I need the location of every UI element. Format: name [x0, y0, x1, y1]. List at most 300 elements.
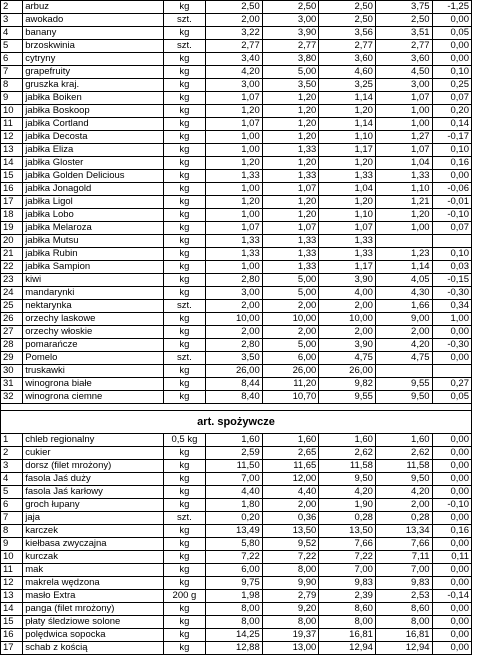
table-row: [1, 300, 472, 313]
row-number: 9: [1, 92, 23, 105]
price-avg: 1,33: [319, 248, 376, 261]
price-change: 0,25: [432, 79, 471, 92]
unit: kg: [163, 235, 205, 248]
price-prev: 1,00: [375, 105, 432, 118]
product-name: płaty śledziowe solone: [23, 616, 163, 629]
price-max: 12,00: [262, 473, 319, 486]
table-row: [1, 261, 472, 274]
unit: kg: [163, 339, 205, 352]
price-prev: 7,11: [375, 551, 432, 564]
price-change: 0,00: [432, 40, 471, 53]
product-name: chleb regionalny: [23, 434, 163, 447]
product-name: jabłka Boiken: [23, 92, 163, 105]
table-row: [1, 564, 472, 577]
price-change: 0,00: [432, 642, 471, 655]
product-name: panga (filet mrożony): [23, 603, 163, 616]
price-change: -0,15: [432, 274, 471, 287]
table-row: [1, 118, 472, 131]
price-max: 1,20: [262, 131, 319, 144]
row-number: 26: [1, 313, 23, 326]
price-min: 4,20: [206, 66, 263, 79]
price-max: 11,20: [262, 378, 319, 391]
unit: kg: [163, 603, 205, 616]
product-name: fasola Jaś duży: [23, 473, 163, 486]
price-change: 0,00: [432, 564, 471, 577]
price-change: -0,14: [432, 590, 471, 603]
table-row: [1, 352, 472, 365]
unit: kg: [163, 222, 205, 235]
price-avg: 2,00: [319, 326, 376, 339]
product-name: jabłka Decosta: [23, 131, 163, 144]
price-change: -0,01: [432, 196, 471, 209]
price-avg: 3,25: [319, 79, 376, 92]
price-prev: 3,75: [375, 1, 432, 14]
price-min: 12,88: [206, 642, 263, 655]
row-number: 12: [1, 577, 23, 590]
price-avg: 1,10: [319, 209, 376, 222]
price-max: 9,20: [262, 603, 319, 616]
table-row: [1, 40, 472, 53]
price-max: 7,22: [262, 551, 319, 564]
product-name: jabłka Rubin: [23, 248, 163, 261]
price-avg: 2,50: [319, 1, 376, 14]
price-max: 1,20: [262, 196, 319, 209]
table-row: [1, 222, 472, 235]
price-avg: 8,00: [319, 616, 376, 629]
row-number: 3: [1, 14, 23, 27]
price-prev: 9,83: [375, 577, 432, 590]
row-number: 15: [1, 616, 23, 629]
price-max: 3,90: [262, 27, 319, 40]
product-name: brzoskwinia: [23, 40, 163, 53]
price-change: 0,07: [432, 92, 471, 105]
unit: kg: [163, 538, 205, 551]
product-name: cytryny: [23, 53, 163, 66]
row-number: 21: [1, 248, 23, 261]
row-number: 4: [1, 473, 23, 486]
table-row: [1, 512, 472, 525]
product-name: fasola Jaś karłowy: [23, 486, 163, 499]
price-avg: 4,75: [319, 352, 376, 365]
price-change: 0,16: [432, 525, 471, 538]
price-avg: 0,28: [319, 512, 376, 525]
unit: kg: [163, 499, 205, 512]
row-number: 8: [1, 79, 23, 92]
unit: kg: [163, 131, 205, 144]
price-prev: 4,05: [375, 274, 432, 287]
unit: kg: [163, 1, 205, 14]
price-change: 0,20: [432, 105, 471, 118]
price-change: -0,10: [432, 499, 471, 512]
unit: kg: [163, 92, 205, 105]
row-number: 20: [1, 235, 23, 248]
price-avg: 1,04: [319, 183, 376, 196]
price-prev: 1,60: [375, 434, 432, 447]
price-avg: 7,00: [319, 564, 376, 577]
section-header: [1, 411, 472, 434]
table-row: [1, 486, 472, 499]
table-row: [1, 525, 472, 538]
price-max: 26,00: [262, 365, 319, 378]
product-name: orzechy włoskie: [23, 326, 163, 339]
unit: kg: [163, 183, 205, 196]
row-number: 10: [1, 551, 23, 564]
row-number: 25: [1, 300, 23, 313]
row-number: 12: [1, 131, 23, 144]
table-row: [1, 131, 472, 144]
product-name: pomarańcze: [23, 339, 163, 352]
price-prev: 1,33: [375, 170, 432, 183]
price-change: 1,00: [432, 313, 471, 326]
price-prev: 16,81: [375, 629, 432, 642]
price-max: 1,33: [262, 235, 319, 248]
product-name: jabłka Eliza: [23, 144, 163, 157]
price-max: 11,65: [262, 460, 319, 473]
price-prev: 8,00: [375, 616, 432, 629]
price-change: 0,27: [432, 378, 471, 391]
price-min: 8,44: [206, 378, 263, 391]
table-row: [1, 391, 472, 404]
row-number: 30: [1, 365, 23, 378]
row-number: 23: [1, 274, 23, 287]
price-max: 1,33: [262, 170, 319, 183]
unit: 200 g: [163, 590, 205, 603]
price-prev: 13,34: [375, 525, 432, 538]
price-avg: 2,77: [319, 40, 376, 53]
price-change: 0,00: [432, 170, 471, 183]
price-min: 1,00: [206, 209, 263, 222]
price-min: 11,50: [206, 460, 263, 473]
table-row: [1, 79, 472, 92]
table-row: [1, 339, 472, 352]
section-spacer: [1, 404, 472, 411]
price-prev: 9,50: [375, 391, 432, 404]
price-avg: 2,39: [319, 590, 376, 603]
unit: kg: [163, 447, 205, 460]
unit: kg: [163, 170, 205, 183]
row-number: 19: [1, 222, 23, 235]
table-row: [1, 590, 472, 603]
price-prev: 1,14: [375, 261, 432, 274]
price-avg: 1,10: [319, 131, 376, 144]
product-name: gruszka kraj.: [23, 79, 163, 92]
unit: kg: [163, 144, 205, 157]
price-avg: 16,81: [319, 629, 376, 642]
table-row: [1, 14, 472, 27]
table-row: [1, 473, 472, 486]
price-prev: 7,66: [375, 538, 432, 551]
price-max: 1,20: [262, 118, 319, 131]
price-min: 1,20: [206, 196, 263, 209]
price-avg: 1,20: [319, 105, 376, 118]
price-max: 4,40: [262, 486, 319, 499]
price-avg: 4,00: [319, 287, 376, 300]
product-name: kiełbasa zwyczajna: [23, 538, 163, 551]
table-row: [1, 248, 472, 261]
price-min: 2,80: [206, 274, 263, 287]
price-max: 8,00: [262, 564, 319, 577]
table-row: [1, 629, 472, 642]
price-max: 13,00: [262, 642, 319, 655]
product-name: jabłka Boskoop: [23, 105, 163, 118]
price-max: 10,70: [262, 391, 319, 404]
unit: 0,5 kg: [163, 434, 205, 447]
price-max: 2,77: [262, 40, 319, 53]
row-number: 29: [1, 352, 23, 365]
price-avg: 7,22: [319, 551, 376, 564]
price-max: 13,50: [262, 525, 319, 538]
table-row: [1, 577, 472, 590]
price-avg: 11,58: [319, 460, 376, 473]
product-name: cukier: [23, 447, 163, 460]
product-name: jabłka Lobo: [23, 209, 163, 222]
section-title: art. spożywcze: [1, 411, 472, 434]
row-number: 2: [1, 447, 23, 460]
product-name: makrela wędzona: [23, 577, 163, 590]
row-number: 11: [1, 564, 23, 577]
price-change: -1,25: [432, 1, 471, 14]
unit: kg: [163, 105, 205, 118]
price-avg: 2,00: [319, 300, 376, 313]
price-min: 0,20: [206, 512, 263, 525]
price-avg: 9,82: [319, 378, 376, 391]
table-row: [1, 196, 472, 209]
product-name: jabłka Ligol: [23, 196, 163, 209]
price-min: 8,00: [206, 616, 263, 629]
product-name: banany: [23, 27, 163, 40]
unit: kg: [163, 486, 205, 499]
row-number: 4: [1, 27, 23, 40]
unit: kg: [163, 365, 205, 378]
price-min: 4,40: [206, 486, 263, 499]
unit: kg: [163, 27, 205, 40]
row-number: 5: [1, 486, 23, 499]
price-change: 0,05: [432, 27, 471, 40]
price-change: 0,00: [432, 616, 471, 629]
row-number: 18: [1, 209, 23, 222]
row-number: 15: [1, 170, 23, 183]
price-max: 1,07: [262, 222, 319, 235]
price-min: 1,00: [206, 131, 263, 144]
product-name: jabłka Cortland: [23, 118, 163, 131]
product-name: karczek: [23, 525, 163, 538]
row-number: 32: [1, 391, 23, 404]
unit: kg: [163, 79, 205, 92]
table-row: [1, 105, 472, 118]
unit: kg: [163, 287, 205, 300]
row-number: 13: [1, 590, 23, 603]
row-number: 3: [1, 460, 23, 473]
price-min: 1,00: [206, 261, 263, 274]
price-prev: 3,00: [375, 79, 432, 92]
price-avg: 1,20: [319, 157, 376, 170]
price-avg: 8,60: [319, 603, 376, 616]
price-prev: 3,60: [375, 53, 432, 66]
price-min: 5,80: [206, 538, 263, 551]
row-number: 13: [1, 144, 23, 157]
price-min: 3,00: [206, 79, 263, 92]
row-number: 27: [1, 326, 23, 339]
price-avg: 26,00: [319, 365, 376, 378]
unit: kg: [163, 564, 205, 577]
price-avg: 2,62: [319, 447, 376, 460]
price-prev: 2,00: [375, 499, 432, 512]
price-min: 1,60: [206, 434, 263, 447]
price-change: 0,00: [432, 629, 471, 642]
unit: szt.: [163, 352, 205, 365]
price-min: 1,00: [206, 144, 263, 157]
price-max: 2,00: [262, 326, 319, 339]
table-row: [1, 287, 472, 300]
fruit-rows: [1, 1, 472, 404]
price-avg: 3,90: [319, 339, 376, 352]
unit: kg: [163, 196, 205, 209]
price-prev: 1,04: [375, 157, 432, 170]
product-name: kiwi: [23, 274, 163, 287]
product-name: kurczak: [23, 551, 163, 564]
row-number: 16: [1, 629, 23, 642]
table-row: [1, 1, 472, 14]
product-name: jabłka Golden Delicious: [23, 170, 163, 183]
price-min: 2,00: [206, 326, 263, 339]
row-number: 22: [1, 261, 23, 274]
price-avg: 1,14: [319, 92, 376, 105]
price-change: 0,10: [432, 248, 471, 261]
price-avg: 13,50: [319, 525, 376, 538]
price-min: 7,22: [206, 551, 263, 564]
price-change: 0,00: [432, 53, 471, 66]
table-row: [1, 538, 472, 551]
row-number: 7: [1, 512, 23, 525]
price-avg: 3,90: [319, 274, 376, 287]
table-row: [1, 326, 472, 339]
product-name: mak: [23, 564, 163, 577]
price-max: 1,07: [262, 183, 319, 196]
price-prev: 4,75: [375, 352, 432, 365]
price-max: 6,00: [262, 352, 319, 365]
price-avg: 9,55: [319, 391, 376, 404]
price-change: 0,00: [432, 460, 471, 473]
price-prev: 1,20: [375, 209, 432, 222]
price-max: 3,80: [262, 53, 319, 66]
product-name: jabłka Melaroza: [23, 222, 163, 235]
product-name: winogrona białe: [23, 378, 163, 391]
price-change: -0,30: [432, 339, 471, 352]
unit: szt.: [163, 40, 205, 53]
price-min: 1,07: [206, 92, 263, 105]
price-min: 7,00: [206, 473, 263, 486]
price-prev: 1,10: [375, 183, 432, 196]
unit: kg: [163, 629, 205, 642]
table-row: [1, 365, 472, 378]
unit: kg: [163, 326, 205, 339]
price-max: 2,65: [262, 447, 319, 460]
price-prev: 4,20: [375, 486, 432, 499]
product-name: mandarynki: [23, 287, 163, 300]
price-max: 1,60: [262, 434, 319, 447]
row-number: 8: [1, 525, 23, 538]
unit: kg: [163, 66, 205, 79]
price-prev: 2,50: [375, 14, 432, 27]
price-avg: 4,20: [319, 486, 376, 499]
product-name: orzechy laskowe: [23, 313, 163, 326]
unit: kg: [163, 261, 205, 274]
product-name: grapefruity: [23, 66, 163, 79]
price-avg: 3,56: [319, 27, 376, 40]
product-name: masło Extra: [23, 590, 163, 603]
price-min: 1,80: [206, 499, 263, 512]
price-max: 2,50: [262, 1, 319, 14]
price-avg: 1,90: [319, 499, 376, 512]
price-min: 8,40: [206, 391, 263, 404]
unit: kg: [163, 642, 205, 655]
price-prev: 7,00: [375, 564, 432, 577]
price-change: 0,00: [432, 352, 471, 365]
price-min: 1,33: [206, 248, 263, 261]
price-prev: 9,50: [375, 473, 432, 486]
unit: kg: [163, 460, 205, 473]
price-min: 6,00: [206, 564, 263, 577]
price-change: 0,07: [432, 222, 471, 235]
price-prev: 12,94: [375, 642, 432, 655]
price-min: 1,20: [206, 157, 263, 170]
price-max: 3,50: [262, 79, 319, 92]
price-max: 1,20: [262, 209, 319, 222]
price-max: 5,00: [262, 287, 319, 300]
price-max: 5,00: [262, 274, 319, 287]
price-avg: 1,07: [319, 222, 376, 235]
table-row: [1, 499, 472, 512]
price-prev: 9,55: [375, 378, 432, 391]
price-min: 2,00: [206, 14, 263, 27]
table-row: [1, 378, 472, 391]
table-row: [1, 144, 472, 157]
price-min: 2,80: [206, 339, 263, 352]
grocery-rows: [1, 434, 472, 655]
price-min: 26,00: [206, 365, 263, 378]
row-number: 7: [1, 66, 23, 79]
price-change: -0,30: [432, 287, 471, 300]
row-number: 17: [1, 196, 23, 209]
price-prev: 1,00: [375, 222, 432, 235]
price-min: 14,25: [206, 629, 263, 642]
table-row: [1, 53, 472, 66]
price-avg: 1,60: [319, 434, 376, 447]
price-max: 10,00: [262, 313, 319, 326]
price-prev: 2,77: [375, 40, 432, 53]
table-row: [1, 157, 472, 170]
unit: kg: [163, 157, 205, 170]
table-row: [1, 235, 472, 248]
row-number: 11: [1, 118, 23, 131]
price-prev: 4,30: [375, 287, 432, 300]
product-name: winogrona ciemne: [23, 391, 163, 404]
price-min: 13,49: [206, 525, 263, 538]
product-name: Pomelo: [23, 352, 163, 365]
price-min: 10,00: [206, 313, 263, 326]
price-prev: 0,28: [375, 512, 432, 525]
price-min: 1,20: [206, 105, 263, 118]
price-min: 1,98: [206, 590, 263, 603]
price-min: 1,00: [206, 183, 263, 196]
unit: kg: [163, 378, 205, 391]
price-change: 0,00: [432, 512, 471, 525]
price-prev: [375, 235, 432, 248]
unit: szt.: [163, 14, 205, 27]
price-min: 8,00: [206, 603, 263, 616]
price-avg: 1,17: [319, 261, 376, 274]
price-prev: 4,50: [375, 66, 432, 79]
